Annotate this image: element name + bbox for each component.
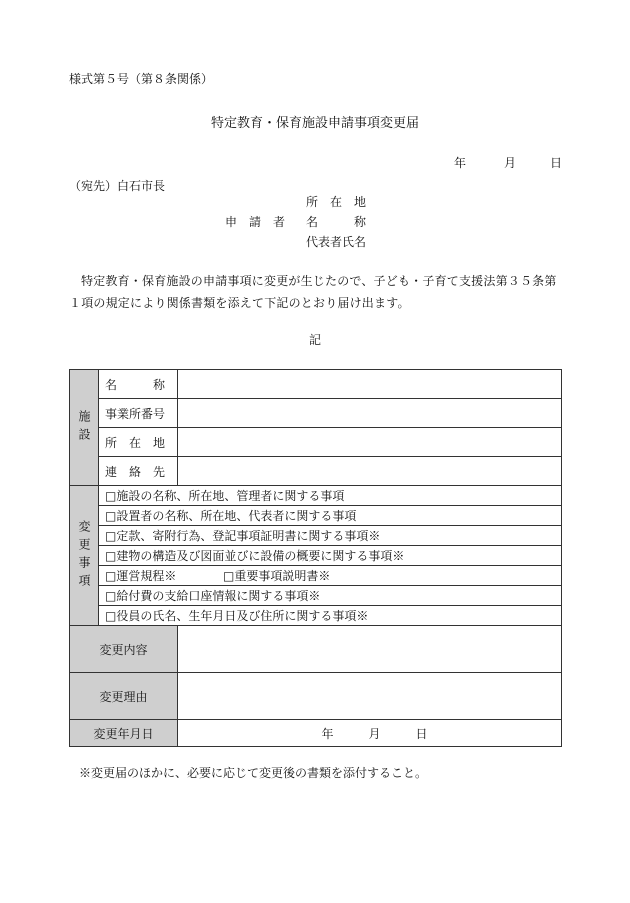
facility-address-field[interactable]	[178, 428, 562, 457]
change-form-table	[69, 369, 562, 747]
change-item-row	[70, 606, 562, 626]
facility-row	[70, 428, 562, 457]
ki-heading: 記	[308, 333, 321, 347]
applicant-name-label: 名 称	[306, 215, 367, 229]
facility-number-field[interactable]	[178, 399, 562, 428]
change-reason-row	[70, 673, 562, 720]
change-date-day: 日	[415, 726, 428, 741]
applicant-heading: 申 請 者	[225, 215, 286, 229]
date-month: 月	[504, 156, 517, 170]
body-text: 特定教育・保育施設の申請事項に変更が生じたので、子ども・子育て支援法第３５条第１項の規定により関係書類を添えて下記のとおり届け出ます。	[69, 274, 557, 310]
facility-contact-field[interactable]	[178, 457, 562, 486]
change-item-checkbox[interactable]: □定款、寄附行為、登記事項証明書に関する事項※	[99, 526, 562, 546]
change-reason-label: 変更理由	[70, 673, 178, 720]
facility-row-label: 所 在 地	[99, 428, 178, 457]
change-date-month: 月	[368, 726, 381, 741]
form-number: 様式第５号（第８条関係）	[69, 72, 214, 86]
change-header: 変更事項	[70, 486, 99, 626]
change-date-row	[70, 720, 562, 747]
facility-row	[70, 370, 562, 399]
change-content-field[interactable]	[178, 626, 562, 673]
change-item-checkbox[interactable]: □施設の名称、所在地、管理者に関する事項	[99, 486, 562, 506]
change-item-row	[70, 506, 562, 526]
facility-row	[70, 457, 562, 486]
addressee: （宛先）白石市長	[69, 179, 166, 193]
change-item-row	[70, 546, 562, 566]
change-item-checkbox[interactable]: □建物の構造及び図面並びに設備の概要に関する事項※	[99, 546, 562, 566]
change-item-row	[70, 486, 562, 506]
change-item-checkbox[interactable]: □重要事項説明書※	[223, 569, 331, 583]
change-date-year: 年	[321, 726, 334, 741]
change-item-pair	[99, 566, 562, 586]
date-year: 年	[454, 156, 467, 170]
facility-name-field[interactable]	[178, 370, 562, 399]
facility-row-label: 事業所番号	[99, 399, 178, 428]
applicant-address-label: 所 在 地	[306, 195, 367, 209]
change-date-label: 変更年月日	[70, 720, 178, 747]
date-day: 日	[550, 156, 563, 170]
change-item-row	[70, 586, 562, 606]
change-item-row	[70, 566, 562, 586]
change-item-checkbox[interactable]: □運営規程※	[105, 569, 177, 583]
change-item-row	[70, 526, 562, 546]
facility-row-label: 名 称	[99, 370, 178, 399]
change-reason-field[interactable]	[178, 673, 562, 720]
footnote: ※変更届のほかに、必要に応じて変更後の書類を添付すること。	[79, 766, 428, 780]
facility-row	[70, 399, 562, 428]
form-title: 特定教育・保育施設申請事項変更届	[210, 116, 419, 131]
applicant-rep-label: 代表者氏名	[306, 235, 367, 249]
change-item-checkbox[interactable]: □設置者の名称、所在地、代表者に関する事項	[99, 506, 562, 526]
change-content-label: 変更内容	[70, 626, 178, 673]
facility-row-label: 連 絡 先	[99, 457, 178, 486]
change-item-checkbox[interactable]: □役員の氏名、生年月日及び住所に関する事項※	[99, 606, 562, 626]
facility-header: 施設	[70, 370, 99, 486]
change-date-field[interactable]	[178, 720, 562, 747]
change-item-checkbox[interactable]: □給付費の支給口座情報に関する事項※	[99, 586, 562, 606]
change-content-row	[70, 626, 562, 673]
